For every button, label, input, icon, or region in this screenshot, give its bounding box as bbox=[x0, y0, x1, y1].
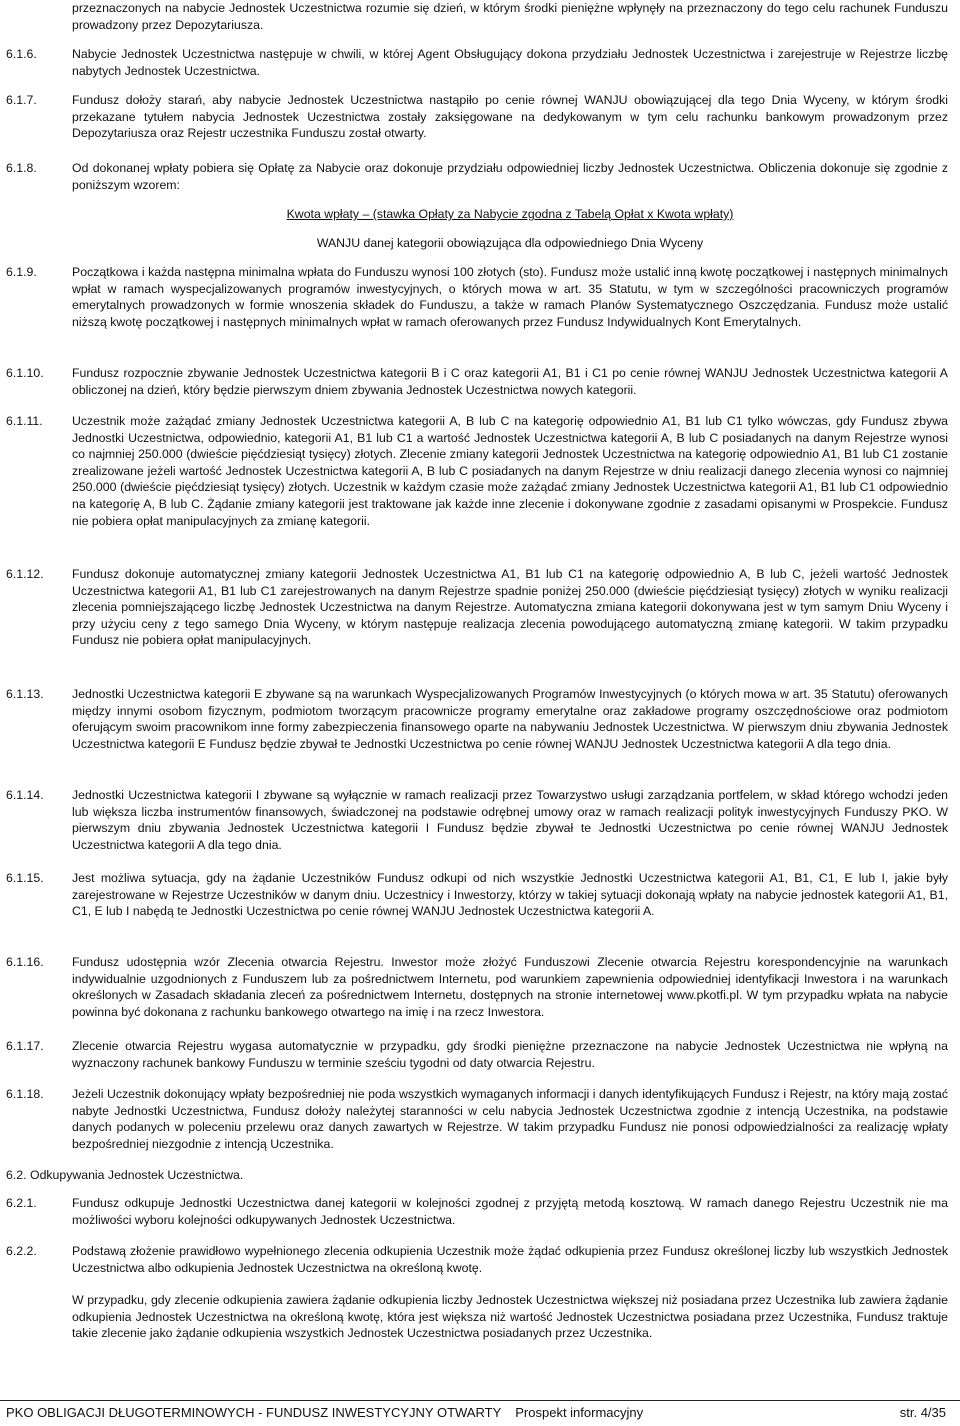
paragraph-number: 6.1.18. bbox=[6, 1087, 44, 1101]
paragraph-number: 6.2.2. bbox=[6, 1244, 37, 1258]
paragraph-6-2-1 bbox=[0, 1195, 960, 1228]
formula bbox=[0, 206, 960, 251]
page-footer bbox=[0, 1400, 960, 1426]
footer-subtitle: Prospekt informacyjny bbox=[515, 1405, 644, 1421]
paragraph-6-1-16 bbox=[0, 954, 960, 1020]
paragraph-text: Jednostki Uczestnictwa kategorii I zbywane są wyłącznie w ramach realizacji przez Towarzystwo usługi zarządzania portfelem, w skład którego wchodzi jeden lub większa liczba instrumentów finansowych, świadczonej na podstawie odrębnej umowy oraz w ramach realizacji polityk inwestycyjnych Funduszy PKO. W pierwszym dniu zbywania Jednostek Uczestnictwa kategorii I Fundusz będzie zbywał te Jednostki Uczestnictwa po cenie równej WANJU Jednostek Uczestnictwa kategorii A dla tego dnia. bbox=[72, 788, 948, 852]
paragraph-number: 6.1.9. bbox=[6, 265, 37, 279]
paragraph-text: Fundusz rozpocznie zbywanie Jednostek Uczestnictwa kategorii B i C oraz kategorii A1, B1 i C1 po cenie równej WANJU Jednostek Uczestnictwa kategorii A obliczonej na dzień, który będzie pierwszym dniem zbywania Jednostek Uczestnictwa nowych kategorii. bbox=[72, 366, 948, 397]
paragraph-number: 6.1.7. bbox=[6, 93, 37, 107]
footer-document-title: PKO OBLIGACJI DŁUGOTERMINOWYCH - FUNDUSZ INWESTYCYJNY OTWARTY bbox=[6, 1405, 502, 1421]
paragraph-6-1-13 bbox=[0, 686, 960, 752]
paragraph-number bbox=[6, 0, 72, 33]
paragraph-6-1-15 bbox=[0, 870, 960, 920]
paragraph-text: Fundusz odkupuje Jednostki Uczestnictwa danej kategorii w kolejności zgodnej z przyjętą metodą kosztową. W ramach danego Rejestru Uczestnik nie ma możliwości wyboru kolejności odkupywanych Jednostek Uczestnictwa. bbox=[72, 1196, 948, 1227]
paragraph-number: 6.1.11. bbox=[6, 414, 43, 428]
paragraph-6-1-18 bbox=[0, 1086, 960, 1152]
paragraph-continuation: W przypadku, gdy zlecenie odkupienia zawiera żądanie odkupienia liczby Jednostek Uczestnictwa większej niż posiadana przez Uczestnika lub zawiera żądanie odkupienia Jednostek Uczestnictwa na określoną kwotę, która jest większa niż wartość Jednostek Uczestnictwa posiadana przez Uczestnika, Fundusz traktuje takie zlecenie jako żądanie odkupienia wszystkich Jednostek Uczestnictwa posiadanych przez Uczestnika. bbox=[72, 1293, 948, 1341]
paragraph-text: Jest możliwa sytuacja, gdy na żądanie Uczestników Fundusz odkupi od nich wszystkie Jednostki Uczestnictwa kategorii A1, B1, C1, E lub I, jakie były zarejestrowane w Rejestrze Uczestników w danym dniu. Uczestnicy i Inwestorzy, którzy w takiej sytuacji dokonają wpłaty na nabycie jednostek kategorii A1, B1, C1, E lub I nabędą te Jednostki Uczestnictwa po cenie równej WANJU Jednostek Uczestnictwa kategorii A. bbox=[72, 871, 948, 919]
paragraph-number: 6.1.13. bbox=[6, 687, 44, 701]
formula-denominator: WANJU danej kategorii obowiązująca dla odpowiedniego Dnia Wyceny bbox=[316, 235, 704, 250]
section-number: 6.2. bbox=[6, 1168, 27, 1182]
section-title: Odkupywania Jednostek Uczestnictwa. bbox=[30, 1168, 244, 1182]
footer-page-number: str. 4/35 bbox=[899, 1405, 946, 1421]
paragraph-6-1-8 bbox=[0, 160, 960, 193]
paragraph-number: 6.1.16. bbox=[6, 955, 44, 969]
paragraph-6-1-10 bbox=[0, 365, 960, 398]
paragraph-6-1-9 bbox=[0, 264, 960, 330]
formula-numerator: Kwota wpłaty – (stawka Opłaty za Nabycie zgodna z Tabelą Opłat x Kwota wpłaty) bbox=[286, 207, 734, 221]
section-heading bbox=[0, 1167, 960, 1184]
paragraph-number: 6.1.10. bbox=[6, 366, 44, 380]
paragraph-6-1-6 bbox=[0, 46, 960, 79]
paragraph-number: 6.1.12. bbox=[6, 567, 44, 581]
paragraph-text: przeznaczonych na nabycie Jednostek Uczestnictwa rozumie się dzień, w którym środki pieniężne wpłynęły na przeznaczony do tego celu rachunek Funduszu prowadzony przez Depozytariusza. bbox=[72, 1, 948, 32]
paragraph-6-1-12 bbox=[0, 566, 960, 649]
paragraph-number: 6.1.14. bbox=[6, 788, 44, 802]
paragraph-text: Uczestnik może zażądać zmiany Jednostek Uczestnictwa kategorii A, B lub C na kategorię odpowiednio A1, B1 lub C1 tylko wówczas, gdy Fundusz zbywa Jednostki Uczestnictwa, odpowiednio, kategorii A1, B1 lub C1 a wartość Jednostek Uczestnictwa kategorii A, B lub C posiadanych na danym Rejestrze wynosi co najmniej 250.000 (dwieście pięćdziesiąt tysięcy) złotych. Zlecenie zmiany kategorii Jednostek Uczestnictwa na kategorię odpowiednio A1, B1 lub C1 zostanie zrealizowane jeżeli wartość Jednostek Uczestnictwa kategorii A, B lub C posiadanych na danym Rejestrze w dniu realizacji danego zlecenia wynosi co najmniej 250.000 (dwieście pięćdziesiąt tysięcy) złotych. Uczestnik w każdym czasie może zażądać zmiany Jednostek Uczestnictwa kategorii A1, B1 lub C1 odpowiednio na kategorię A, B lub C. Żądanie zmiany kategorii jest traktowane jak każde inne zlecenie i dokonywane zgodnie z zasadami opisanymi w Prospekcie. Fundusz nie pobiera opłat manipulacyjnych za zmianę kategorii. bbox=[72, 414, 948, 528]
paragraph-number: 6.1.6. bbox=[6, 47, 37, 61]
paragraph-6-2-2 bbox=[0, 1243, 960, 1276]
paragraph-number: 6.1.15. bbox=[6, 871, 44, 885]
paragraph-text: Fundusz udostępnia wzór Zlecenia otwarcia Rejestru. Inwestor może złożyć Funduszowi Zlecenie otwarcia Rejestru korespondencyjnie na warunkach indywidualnie uzgodnionych z Funduszem lub za pośrednictwem Internetu, pod warunkiem zapewnienia odpowiedniej identyfikacji Inwestora i na warunkach określonych w Zasadach składania zleceń za pośrednictwem Internetu, dostępnych na stronie internetowej www.pkotfi.pl. W tym przypadku wpłata na nabycie powinna być dokonana z rachunku bankowego otwartego na imię i na rzecz Inwestora. bbox=[72, 955, 948, 1019]
paragraph-text: Nabycie Jednostek Uczestnictwa następuje w chwili, w której Agent Obsługujący dokona przydziału Jednostek Uczestnictwa i zarejestruje w Rejestrze liczbę nabytych Jednostek Uczestnictwa. bbox=[72, 47, 948, 78]
paragraph-text: Podstawą złożenie prawidłowo wypełnionego zlecenia odkupienia Uczestnik może żądać odkupienia przez Fundusz określonej liczby lub wszystkich Jednostek Uczestnictwa albo odkupienia Jednostek Uczestnictwa na określoną kwotę. bbox=[72, 1244, 948, 1275]
paragraph-6-1-14 bbox=[0, 787, 960, 853]
paragraph-6-1-17 bbox=[0, 1038, 960, 1071]
paragraph-number: 6.2.1. bbox=[6, 1196, 37, 1210]
paragraph-text: Początkowa i każda następna minimalna wpłata do Funduszu wynosi 100 złotych (sto). Fundusz może ustalić inną kwotę początkowej i następnych minimalnych wpłat w ramach wyspecjalizowanych programów inwestycyjnych, o których mowa w art. 35 Statutu, w tym w szczególności pracowniczych programów emerytalnych prowadzonych w formie wnoszenia składek do Funduszu, a także w ramach Planów Systematycznego Oszczędzania. Fundusz może ustalić niższą kwotę początkowej i następnych minimalnych wpłat w ramach oferowanych przez Fundusz Indywidualnych Kont Emerytalnych. bbox=[72, 265, 948, 329]
paragraph bbox=[0, 0, 960, 33]
paragraph-6-1-11 bbox=[0, 413, 960, 529]
paragraph-text: Jednostki Uczestnictwa kategorii E zbywane są na warunkach Wyspecjalizowanych Programów Inwestycyjnych (o których mowa w art. 35 Statutu) oferowanych między innymi osobom fizycznym, podmiotom tworzącym pracownicze programy emerytalne oraz zakładowe programy oszczędnościowe oraz podmiotom oferującym swoim pracownikom inne formy zabezpieczenia finansowego oparte na nabywaniu Jednostek Uczestnictwa. W pierwszym dniu zbywania Jednostek Uczestnictwa kategorii E Fundusz będzie zbywał te Jednostki Uczestnictwa po cenie równej WANJU Jednostek Uczestnictwa kategorii A dla tego dnia. bbox=[72, 687, 948, 751]
paragraph-number: 6.1.8. bbox=[6, 161, 37, 175]
paragraph-text: Jeżeli Uczestnik dokonujący wpłaty bezpośredniej nie poda wszystkich wymaganych informacji i danych identyfikujących Fundusz i Rejestr, na który mają zostać nabyte Jednostki Uczestnictwa, Fundusz dołoży należytej staranności w celu nabycia Jednostek Uczestnictwa zgodnie z intencją Uczestnika, na podstawie danych podanych w poleceniu przelewu oraz danych zawartych w Rejestrze. W takim przypadku Fundusz nie ponosi odpowiedzialności za realizację wpłaty bezpośredniej niezgodnie z intencją Uczestnika. bbox=[72, 1087, 948, 1151]
paragraph-text: Zlecenie otwarcia Rejestru wygasa automatycznie w przypadku, gdy środki pieniężne przeznaczone na nabycie Jednostek Uczestnictwa nie wpłyną na wyznaczony rachunek bankowy Funduszu w terminie sześciu tygodni od daty otwarcia Rejestru. bbox=[72, 1039, 948, 1070]
paragraph-text: Fundusz dokonuje automatycznej zmiany kategorii Jednostek Uczestnictwa A1, B1 lub C1 na kategorię odpowiednio A, B lub C, jeżeli wartość Jednostek Uczestnictwa kategorii A1, B1 lub C1 zarejestrowanych na danym Rejestrze spadnie poniżej 250.000 (dwieście pięćdziesiąt tysięcy) złotych w wyniku realizacji zlecenia pomniejszającego liczbę Jednostek Uczestnictwa na danym Rejestrze. Automatyczna zmiana kategorii dokonywana jest w tym samym Dniu Wyceny i przy użyciu ceny z tego samego Dnia Wyceny, w którym następuje realizacja zlecenia powodującego automatyczną zmianę kategorii. W takim przypadku Fundusz nie pobiera opłat manipulacyjnych. bbox=[72, 567, 948, 648]
paragraph-6-1-7 bbox=[0, 92, 960, 142]
paragraph-text: Od dokonanej wpłaty pobiera się Opłatę za Nabycie oraz dokonuje przydziału odpowiedniej liczby Jednostek Uczestnictwa. Obliczenia dokonuje się zgodnie z poniższym wzorem: bbox=[72, 161, 948, 192]
paragraph-text: Fundusz dołoży starań, aby nabycie Jednostek Uczestnictwa nastąpiło po cenie równej WANJU obowiązującej dla tego Dnia Wyceny, w którym środki przekazane tytułem nabycia Jednostek Uczestnictwa zostały zaksięgowane na dedykowanym w tym celu rachunku bankowym prowadzonym przez Depozytariusza oraz Rejestr uczestnika Funduszu został otwarty. bbox=[72, 93, 948, 141]
paragraph-number: 6.1.17. bbox=[6, 1039, 44, 1053]
